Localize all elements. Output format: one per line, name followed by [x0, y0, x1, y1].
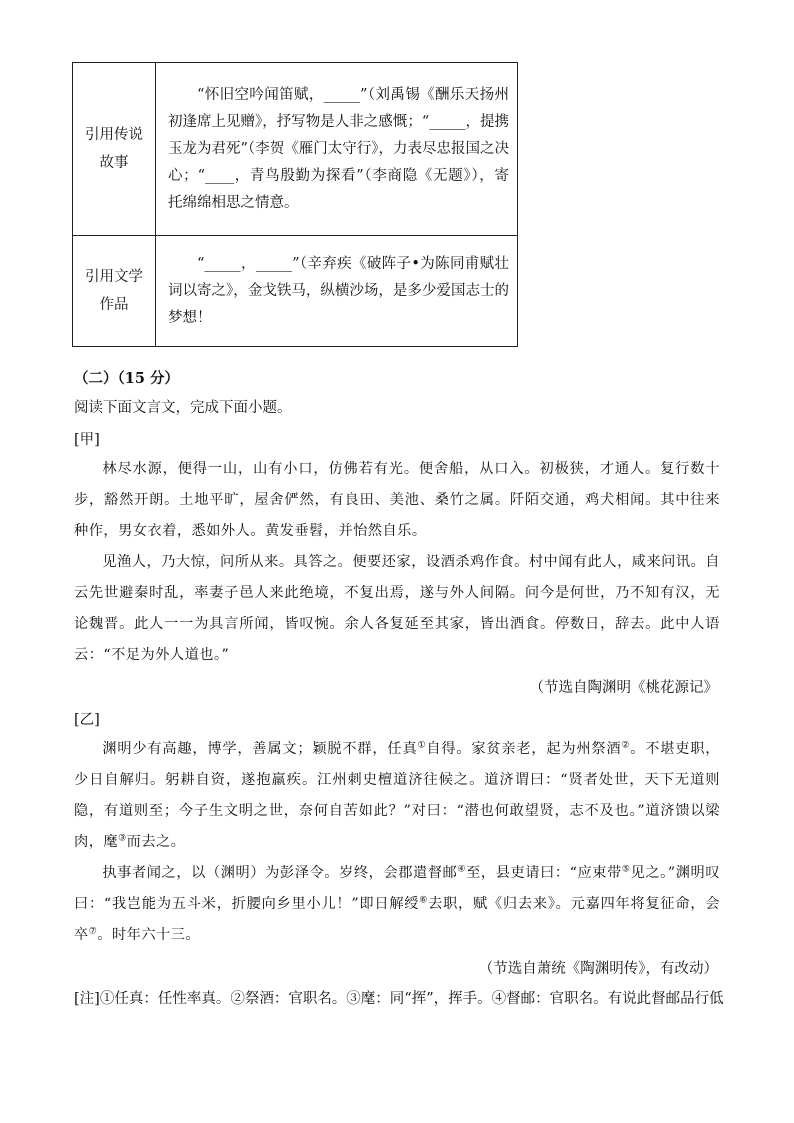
- footnote-marker: ②: [621, 740, 631, 751]
- row-content-text: “怀旧空吟闻笛赋，_____”（刘禹锡《酬乐天扬州初逢席上见赠》，抒写物是人非之感慨；“_____，提携玉龙为君死”（李贺《雁门太守行》，力表尽忠报国之决心；“____，青鸟殷勤为探看”（李商隐《无题》），寄托绵绵相思之情意。: [168, 86, 509, 211]
- row-content-text: “_____，_____”（辛弃疾《破阵子•为陈同甫赋壮词以寄之》，金戈铁马，纵横沙场，是多少爱国志士的梦想！: [168, 255, 509, 326]
- text-run: 去职，赋《归去来》。元嘉四年将复征命，会卒: [74, 896, 720, 943]
- citation-table: [72, 62, 518, 347]
- text-run: 见之。”渊明叹曰：“我岂能为五斗米，折腰向乡里小儿！”即日解绶: [74, 865, 721, 912]
- table-row: [73, 63, 518, 236]
- row-label: 引用文学作品: [73, 236, 156, 347]
- text-run: 执事者闻之，以（渊明）为彭泽令。岁终，会郡遣督邮: [102, 865, 458, 881]
- table-row: [73, 236, 518, 347]
- footnote-marker: ⑦: [88, 926, 98, 937]
- footnote: [注]①任真：任性率真。②祭酒：官职名。③麾：同“挥”，挥手。④督邮：官职名。有说此督邮品行低: [74, 991, 724, 1007]
- row-content: [156, 63, 518, 236]
- footnote-marker: ④: [457, 864, 467, 875]
- passage-b-source: （节选自萧统《陶渊明传》，有改动）: [478, 961, 718, 977]
- text-run: 自得。家贫亲老，起为州祭酒: [426, 741, 622, 757]
- footnote-marker: ①: [417, 740, 427, 751]
- footnote-marker: ③: [118, 833, 127, 844]
- footnote-marker: ⑤: [621, 864, 631, 875]
- section-instruction: 阅读下面文言文，完成下面小题。: [74, 400, 292, 416]
- section-title: （二）（15 分）: [74, 370, 179, 387]
- passage-a-paragraph-1: 林尽水源，便得一山，山有小口，仿佛若有光。便舍船，从口入。初极狭，才通人。复行数十步，豁然开朗。土地平旷，屋舍俨然，有良田、美池、桑竹之属。阡陌交通，鸡犬相闻。其中往来种作，男女衣着，悉如外人。黄发垂髫，并怡然自乐。: [74, 461, 720, 539]
- footnote-marker: ⑥: [419, 895, 429, 906]
- text-run: 至，县吏请曰：“应束带: [466, 865, 622, 881]
- text-run: 。时年六十三。: [97, 927, 201, 943]
- passage-a-tag: [甲]: [74, 432, 100, 448]
- passage-a-source: （节选自陶渊明《桃花源记》: [529, 680, 718, 696]
- text-run: 而去之。: [126, 834, 186, 850]
- text-run: 渊明少有高趣，博学，善属文；颖脱不群，任真: [102, 741, 418, 757]
- passage-b-tag: [乙]: [74, 712, 100, 728]
- text-run: 。不堪吏职，少日自解归。躬耕自资，遂抱羸疾。江州刺史檀道济往候之。道济谓曰：“贤者处世，天下无道则隐，有道则至；今子生文明之世，奈何自苦如此？”对曰：“潜也何敢望贤，志不及也。”道济馈以梁肉，麾: [74, 741, 720, 850]
- row-content: [156, 236, 518, 347]
- passage-b-paragraph-1: [74, 734, 720, 858]
- row-label: 引用传说故事: [73, 63, 156, 236]
- passage-b-paragraph-2: [74, 858, 720, 951]
- passage-a-paragraph-2: 见渔人，乃大惊，问所从来。具答之。便要还家，设酒杀鸡作食。村中闻有此人，咸来问讯。自云先世避秦时乱，率妻子邑人来此绝境，不复出焉，遂与外人间隔。问今是何世，乃不知有汉，无论魏晋。此人一一为具言所闻，皆叹惋。余人各复延至其家，皆出酒食。停数日，辞去。此中人语云：“不足为外人道也。”: [74, 554, 720, 663]
